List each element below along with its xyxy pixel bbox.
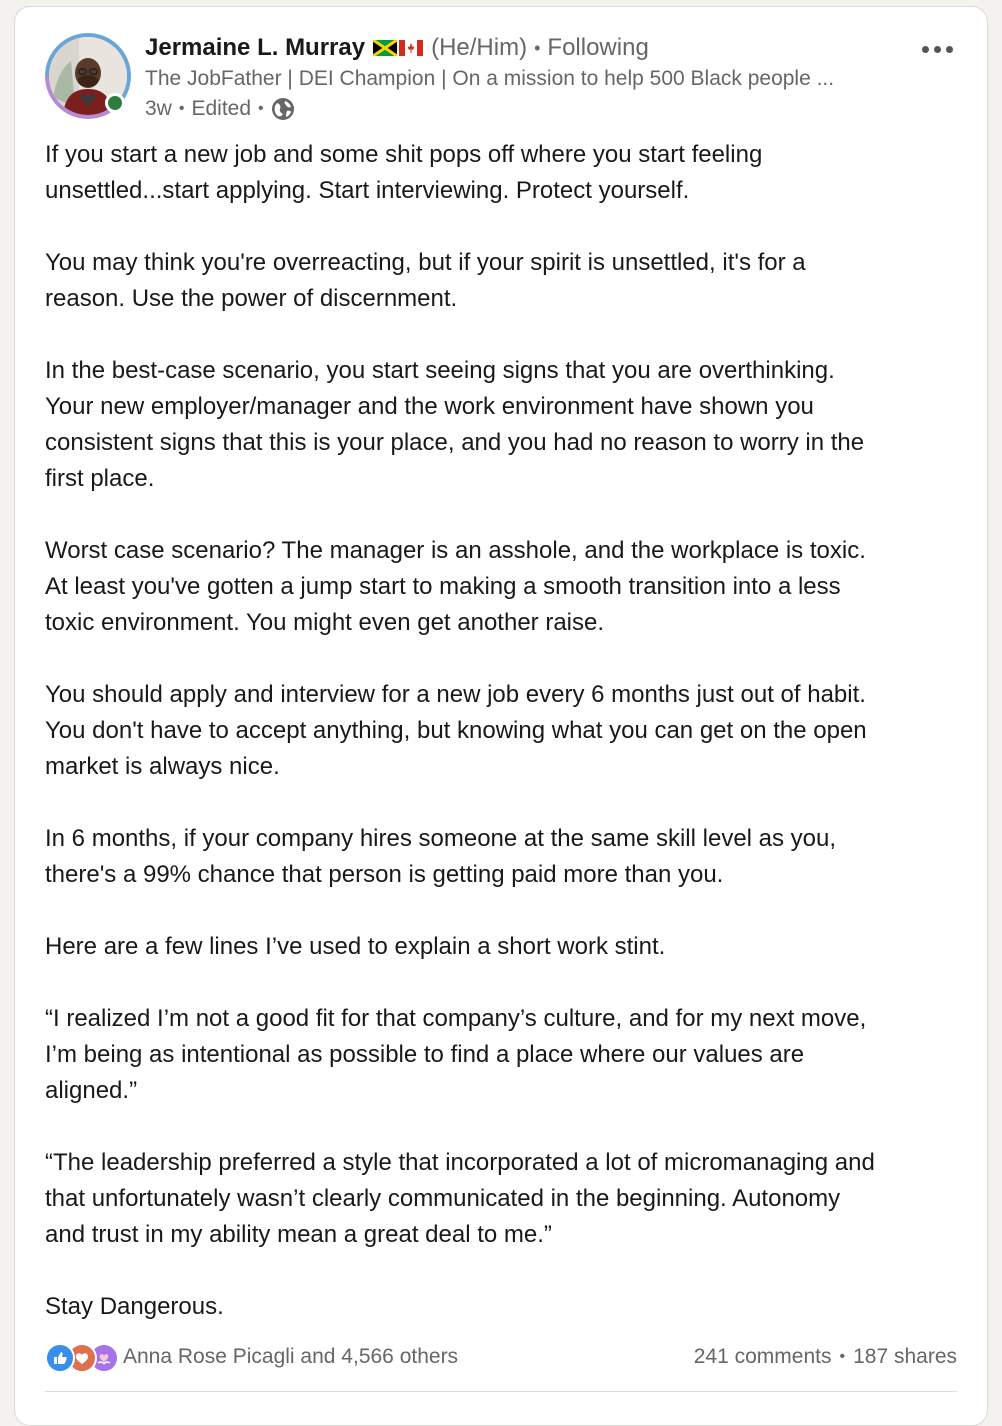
more-options-icon xyxy=(946,46,953,53)
canada-flag-icon xyxy=(399,40,423,56)
separator-dot: • xyxy=(258,100,264,117)
post-paragraph: You should apply and interview for a new job every 6 months just out of habit. You don't have to accept anything, but knowing what you can get on the open market is always nice. xyxy=(45,681,867,780)
globe-icon xyxy=(271,97,295,121)
post-paragraph: “The leadership preferred a style that incorporated a lot of micromanaging and that unfortunately wasn’t clearly communicated in the beginning. Autonomy and trust in my ability mean a great deal to me.” xyxy=(45,1149,875,1248)
author-line xyxy=(145,31,905,65)
following-status[interactable]: Following xyxy=(547,34,649,61)
author-pronouns: (He/Him) xyxy=(431,34,528,61)
post-paragraph: In the best-case scenario, you start seeing signs that you are overthinking. Your new employer/manager and the work environment have shown you consistent signs that this is your place, and you had no reason to worry in the first place. xyxy=(45,357,865,492)
social-counts xyxy=(694,1341,957,1373)
comments-count[interactable]: 241 comments xyxy=(693,1345,832,1368)
post-paragraph: In 6 months, if your company hires someone at the same skill level as you, there's a 99% chance that person is getting paid more than you. xyxy=(45,825,837,888)
like-icon xyxy=(45,1343,75,1373)
post-paragraph: Here are a few lines I’ve used to explain a short work stint. xyxy=(45,933,666,960)
post-body xyxy=(45,137,975,1361)
more-options-button[interactable] xyxy=(915,37,959,61)
flags xyxy=(373,40,423,56)
author-headline[interactable]: The JobFather | DEI Champion | On a mission to help 500 Black people ... xyxy=(145,67,835,90)
online-status-icon xyxy=(105,93,125,113)
jamaica-flag-icon xyxy=(373,40,397,56)
separator-dot: • xyxy=(839,1348,846,1365)
post-card xyxy=(14,6,988,1426)
post-time[interactable]: 3w xyxy=(145,97,172,120)
separator-dot: • xyxy=(534,37,541,58)
post-paragraph: Worst case scenario? The manager is an asshole, and the workplace is toxic. At least you've gotten a jump start to making a smooth transition into a less toxic environment. You might even get another raise. xyxy=(45,537,866,636)
reaction-icons xyxy=(45,1343,117,1371)
post-header xyxy=(145,31,905,124)
post-paragraph: If you start a new job and some shit pops off where you start feeling unsettled...start applying. Start interviewing. Protect yourself. xyxy=(45,141,763,204)
author-name[interactable]: Jermaine L. Murray xyxy=(145,34,366,61)
edited-label: Edited xyxy=(191,97,252,120)
separator-dot: • xyxy=(178,100,185,117)
shares-count[interactable]: 187 shares xyxy=(853,1345,957,1368)
more-options-icon xyxy=(934,46,941,53)
reactions-count[interactable]: Anna Rose Picagli and 4,566 others xyxy=(123,1345,459,1368)
post-meta xyxy=(145,94,905,124)
post-paragraph: “I realized I’m not a good fit for that company’s culture, and for my next move, I’m being as intentional as possible to find a place where our values are aligned.” xyxy=(45,1005,867,1104)
post-paragraph: Stay Dangerous. xyxy=(45,1293,224,1320)
post-paragraph: You may think you're overreacting, but if your spirit is unsettled, it's for a reason. Use the power of discernment. xyxy=(45,249,806,312)
reactions-summary[interactable] xyxy=(45,1341,458,1373)
more-options-icon xyxy=(922,46,929,53)
